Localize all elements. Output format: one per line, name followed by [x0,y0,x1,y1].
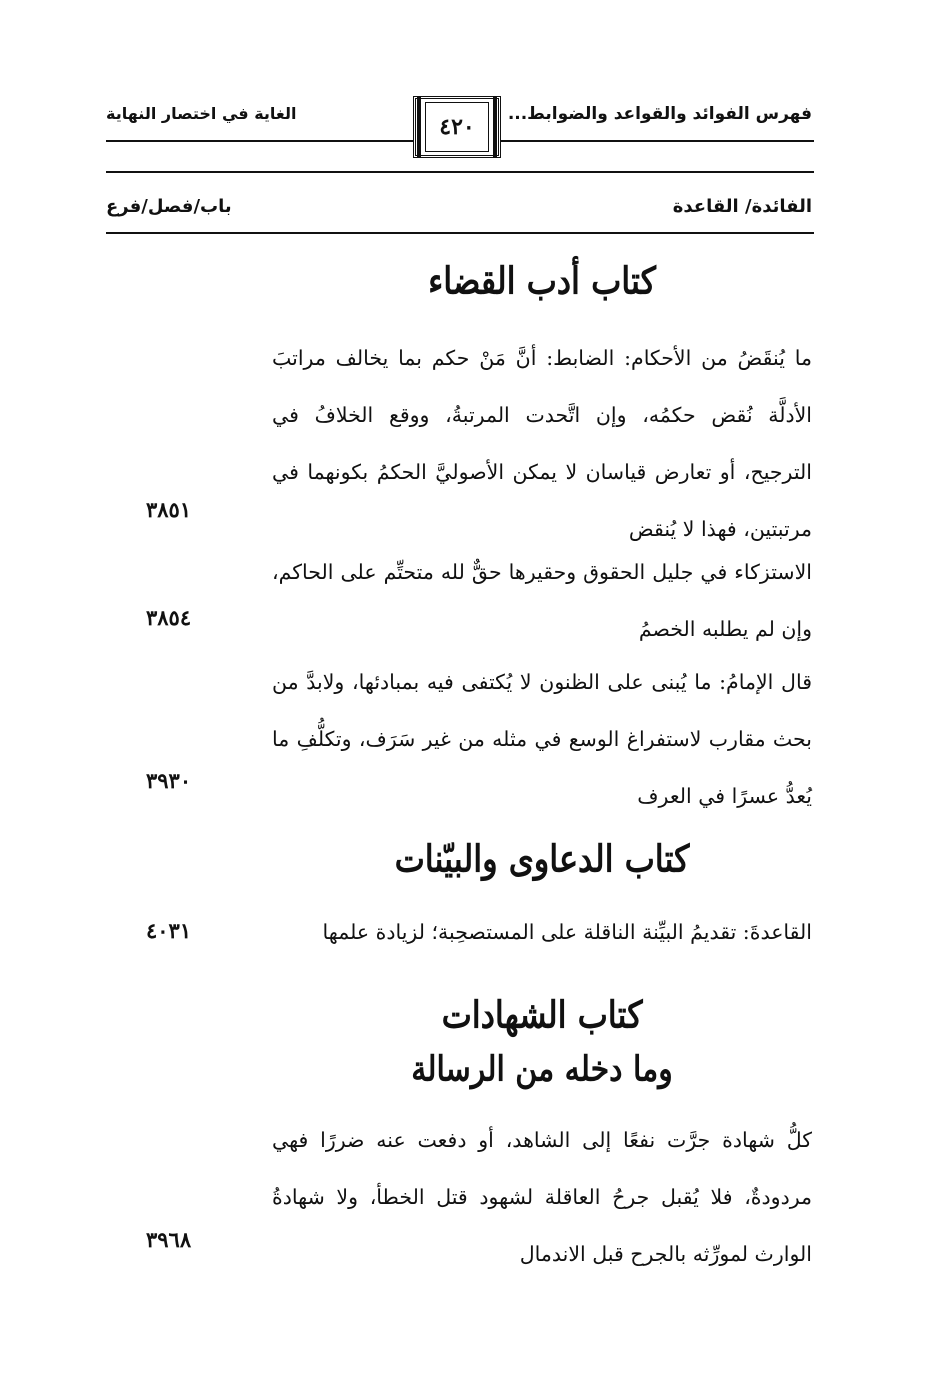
chapter-title: كتاب الشهادات [441,993,643,1037]
index-entry: قال الإمامُ: ما يُبنى على الظنون لا يُكتفى فيه بمبادئها، ولابدَّ من بحث مقارب لاستفراغ الوسع في مثله من غير سَرَف، وتكلُّفِ ما يُعدُّ عسرًا في العرف [272,670,812,808]
entry-reference: ٣٩٣٠ [146,768,192,793]
column-heading-section: باب/فصل/فرع [106,196,232,217]
index-entry: كلُّ شهادة جرَّت نفعًا إلى الشاهد، أو دفعت عنه ضررًا فهي مردودةٌ، فلا يُقبل جرحُ العاقلة لشهود قتل الخطأ، ولا شهادةُ الوارث لمورِّثه بالجرح قبل الاندمال [272,1128,812,1266]
running-header-title: فهرس الفوائد والقواعد والضوابط... [507,104,812,124]
page-number: ٤٢٠ [425,102,489,152]
chapter-title: كتاب أدب القضاء [428,259,656,303]
entry-reference: ٣٨٥٤ [146,605,192,630]
index-entry: ما يُنقَضُ من الأحكام: الضابط: أنَّ مَنْ حكم بما يخالف مراتبَ الأدلَّة نُقض حكمُه، وإن اتَّحدت المرتبةُ، ووقع الخلافُ في الترجيح، أو تعارض قياسان لا يمكن الأصوليَّ الحكمُ بكونهما في مرتبتين، فهذا لا يُنقض [272,346,812,541]
header-rule-left [106,140,413,142]
entry-reference: ٣٩٦٨ [146,1227,192,1252]
page-number-frame [413,96,501,158]
column-heading-rule: الفائدة/ القاعدة [672,196,812,217]
entry-reference: ٤٠٣١ [146,918,192,943]
entry-reference: ٣٨٥١ [146,497,192,522]
index-entry: الاستزكاء في جليل الحقوق وحقيرها حقٌّ لله متحتِّم على الحاكم، وإن لم يطلبه الخصمُ [272,560,812,641]
chapter-subtitle: وما دخله من الرسالة [411,1049,673,1090]
running-header-book-title: الغاية في اختصار النهاية [106,104,297,123]
chapter-title: كتاب الدعاوى والبيّنات [394,837,690,881]
header-divider [106,171,814,173]
header-rule-right [501,140,814,142]
column-heading-divider [106,232,814,234]
index-entry: القاعدةَ: تقديمُ البيِّنة الناقلة على المستصحِبة؛ لزيادة علمها [322,920,812,944]
